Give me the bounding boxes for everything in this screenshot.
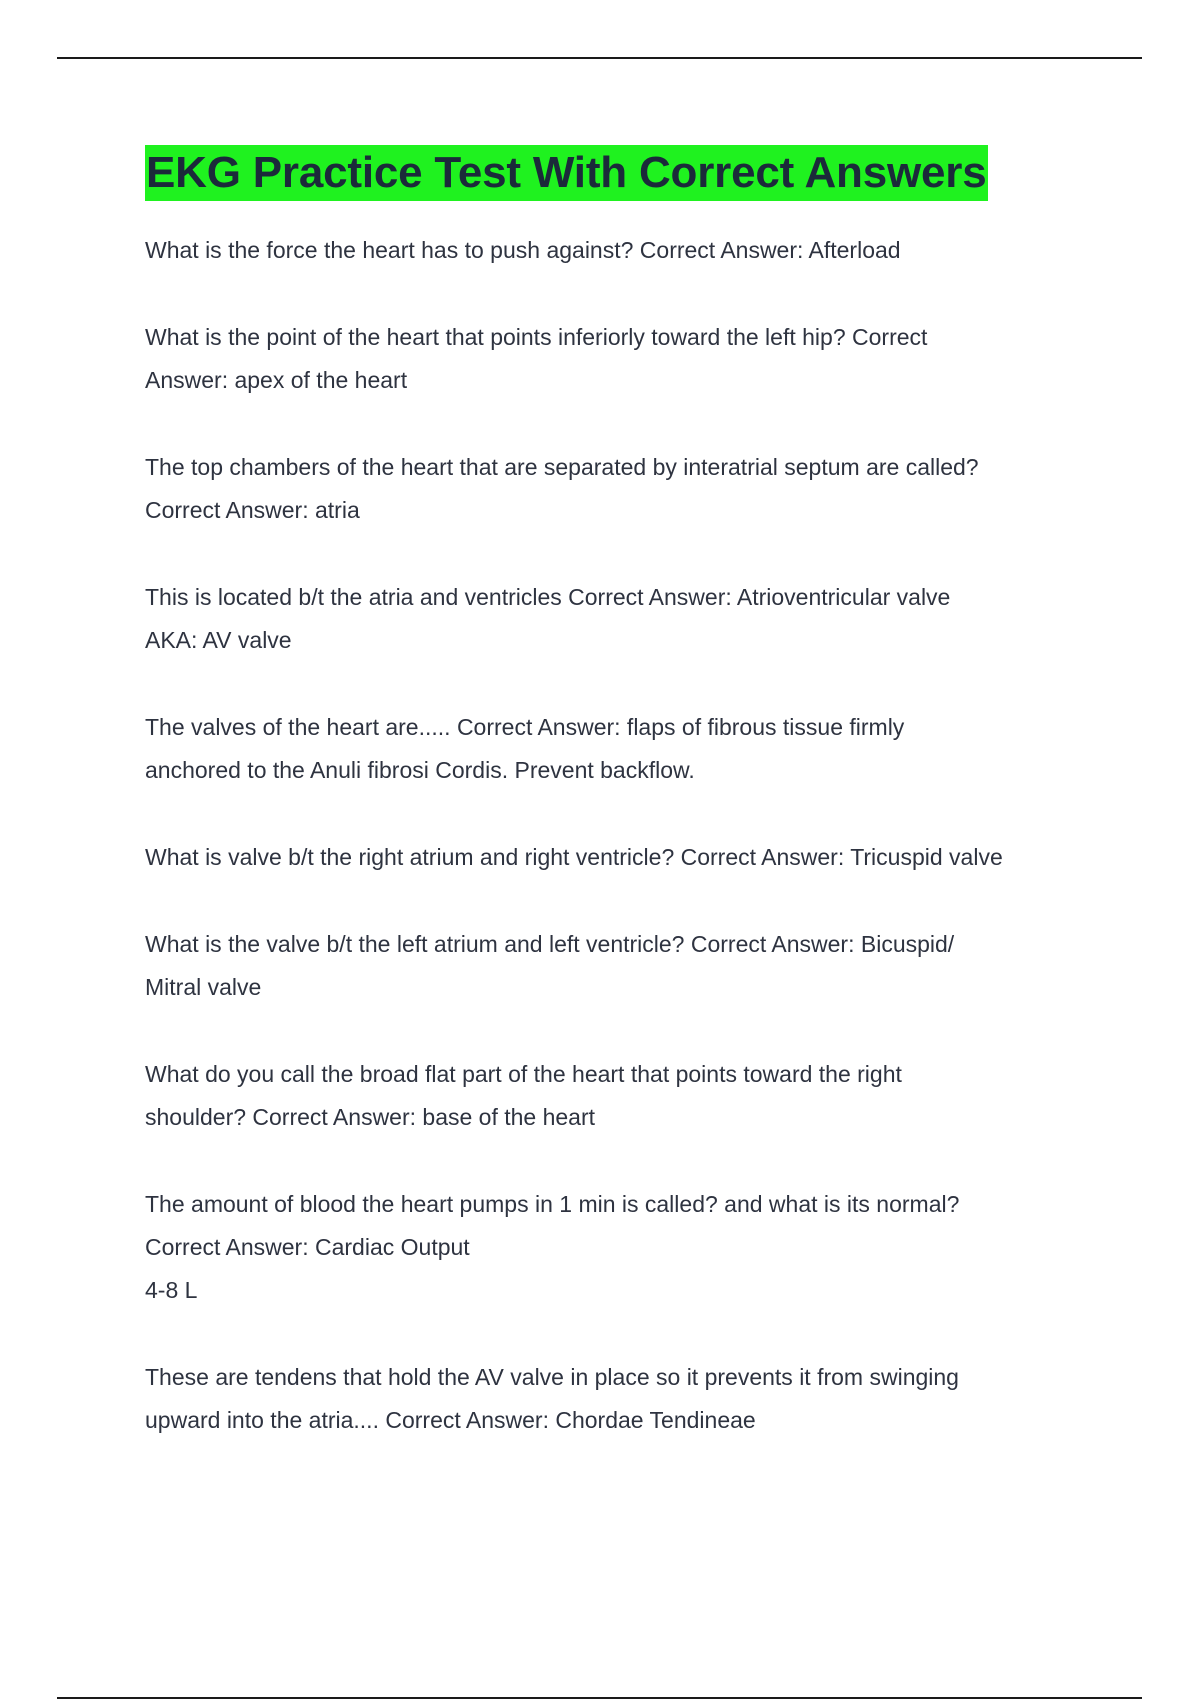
qa-line: The valves of the heart are..... Correct Answer: flaps of fibrous tissue firmly [145, 714, 905, 740]
qa-line: AKA: AV valve [145, 627, 292, 653]
qa-item [145, 316, 1095, 402]
qa-item [145, 836, 1095, 879]
qa-line: Correct Answer: Cardiac Output [145, 1234, 470, 1260]
qa-item [145, 706, 1095, 792]
qa-line: What do you call the broad flat part of the heart that points toward the right [145, 1061, 902, 1087]
qa-line: 4-8 L [145, 1277, 198, 1303]
qa-item [145, 446, 1095, 532]
qa-line: This is located b/t the atria and ventricles Correct Answer: Atrioventricular valve [145, 584, 951, 610]
qa-line: Correct Answer: atria [145, 497, 360, 523]
qa-line: anchored to the Anuli fibrosi Cordis. Prevent backflow. [145, 757, 695, 783]
qa-list [145, 229, 1095, 1442]
qa-line: These are tendens that hold the AV valve in place so it prevents it from swinging [145, 1364, 959, 1390]
qa-line: What is the point of the heart that points inferiorly toward the left hip? Correct [145, 324, 928, 350]
qa-line: Mitral valve [145, 974, 262, 1000]
footer-rule [57, 1697, 1142, 1699]
qa-line: What is valve b/t the right atrium and right ventricle? Correct Answer: Tricuspid valve [145, 844, 1003, 870]
qa-line: Answer: apex of the heart [145, 367, 408, 393]
qa-item [145, 229, 1095, 272]
header-rule [57, 57, 1142, 59]
qa-line: shoulder? Correct Answer: base of the heart [145, 1104, 596, 1130]
page-title: EKG Practice Test With Correct Answers [145, 145, 988, 201]
qa-line: What is the force the heart has to push against? Correct Answer: Afterload [145, 237, 901, 263]
qa-line: upward into the atria.... Correct Answer: Chordae Tendineae [145, 1407, 756, 1433]
qa-item [145, 1356, 1095, 1442]
page-content [145, 145, 1095, 1486]
qa-item [145, 1053, 1095, 1139]
qa-item [145, 1183, 1095, 1312]
qa-item [145, 923, 1095, 1009]
qa-item [145, 576, 1095, 662]
qa-line: The top chambers of the heart that are separated by interatrial septum are called? [145, 454, 979, 480]
qa-line: What is the valve b/t the left atrium and left ventricle? Correct Answer: Bicuspid/ [145, 931, 955, 957]
qa-line: The amount of blood the heart pumps in 1 min is called? and what is its normal? [145, 1191, 960, 1217]
